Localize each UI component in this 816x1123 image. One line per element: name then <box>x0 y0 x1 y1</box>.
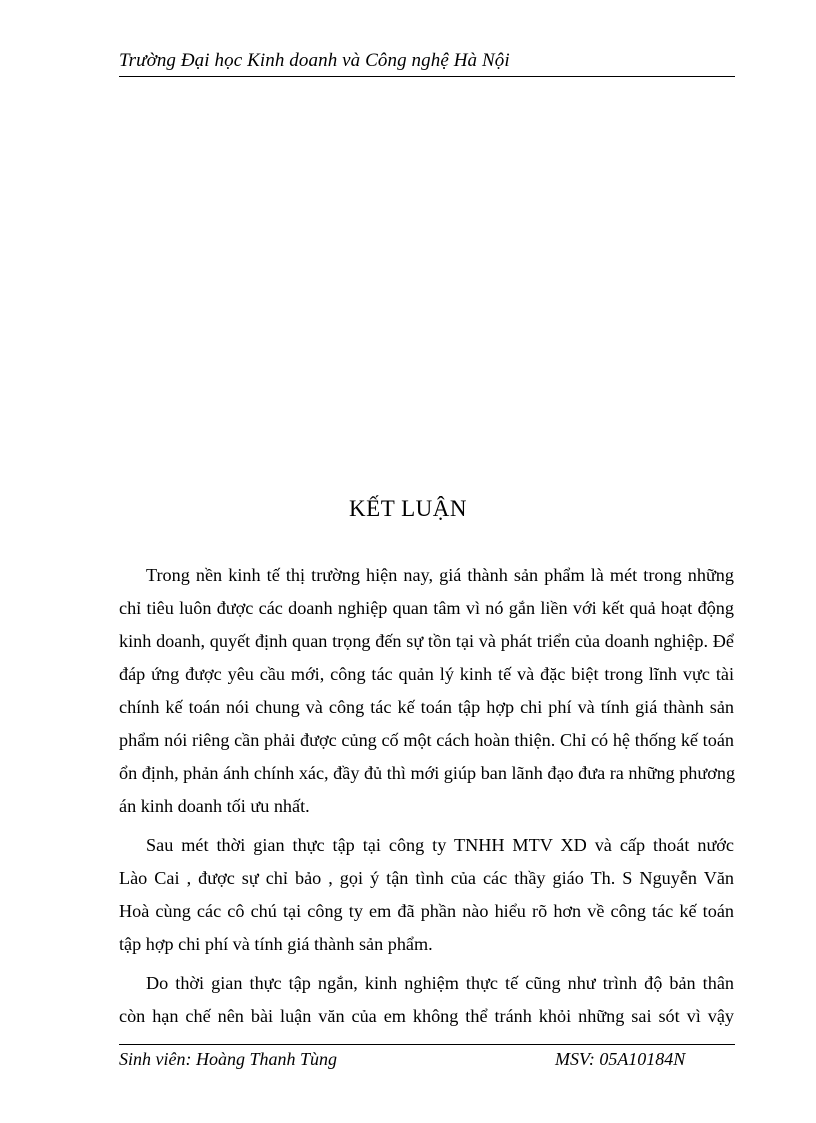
footer-student-name: Sinh viên: Hoàng Thanh Tùng <box>119 1049 337 1069</box>
footer-divider <box>119 1044 735 1045</box>
text-line: đáp ứng được yêu cầu mới, công tác quản lý kinh tế và đặc biệt trong lĩnh vực tài <box>119 664 734 684</box>
text-line: Lào Cai , được sự chỉ bảo , gọi ý tận tình của các thầy giáo Th. S Nguyễn Văn <box>119 868 734 888</box>
paragraph-2 <box>119 829 734 961</box>
text-line: kinh doanh, quyết định quan trọng đến sự tồn tại và phát triển của doanh nghiệp. Để <box>119 631 734 651</box>
page-title: KẾT LUẬN <box>349 496 467 521</box>
page-header: Trường Đại học Kinh doanh và Công nghệ Hà Nội <box>119 50 510 71</box>
text-line: Do thời gian thực tập ngắn, kinh nghiệm thực tế cũng như trình độ bản thân <box>146 973 734 993</box>
text-line: chính kế toán nói chung và công tác kế toán tập hợp chi phí và tính giá thành sản <box>119 697 734 717</box>
header-divider <box>119 76 735 77</box>
text-line: ổn định, phản ánh chính xác, đầy đủ thì mới giúp ban lãnh đạo đưa ra những phương <box>119 763 736 783</box>
text-line: phẩm nói riêng cần phải được củng cố một cách hoàn thiện. Chỉ có hệ thống kế toán <box>119 730 734 750</box>
footer-student-id: MSV: 05A10184N <box>555 1049 686 1069</box>
body-text <box>119 559 734 1033</box>
paragraph-3 <box>119 967 734 1033</box>
text-line: án kinh doanh tối ưu nhất. <box>119 796 310 816</box>
text-line: Hoà cùng các cô chú tại công ty em đã phần nào hiểu rõ hơn về công tác kế toán <box>119 901 734 921</box>
text-line: tập hợp chi phí và tính giá thành sản phẩm. <box>119 934 433 954</box>
text-line: Trong nền kinh tế thị trường hiện nay, giá thành sản phẩm là mét trong những <box>146 565 734 585</box>
text-line: Sau mét thời gian thực tập tại công ty TNHH MTV XD và cấp thoát nước <box>146 835 734 855</box>
text-line: còn hạn chế nên bài luận văn của em không thể tránh khỏi những sai sót vì vậy <box>119 1006 734 1026</box>
text-line: chỉ tiêu luôn được các doanh nghiệp quan tâm vì nó gắn liền với kết quả hoạt động <box>119 598 734 618</box>
paragraph-1 <box>119 559 734 823</box>
